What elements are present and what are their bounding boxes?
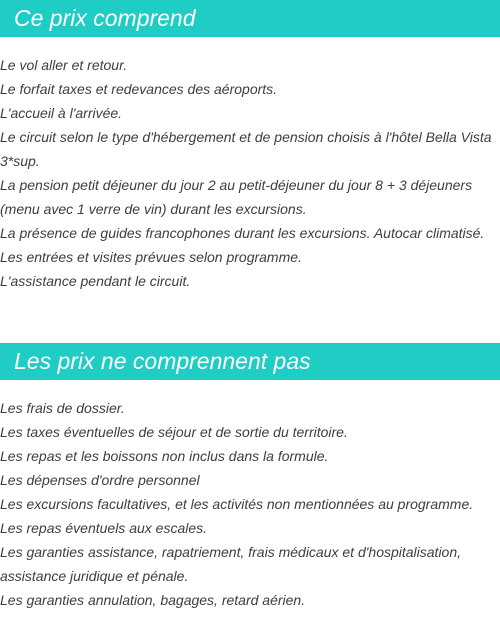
- list-item: Les entrées et visites prévues selon programme.: [0, 249, 302, 265]
- list-item: L'accueil à l'arrivée.: [0, 105, 123, 121]
- list-item: Le forfait taxes et redevances des aéroports.: [0, 81, 278, 97]
- list-item: Les taxes éventuelles de séjour et de sortie du territoire.: [0, 424, 348, 440]
- list-item: Le vol aller et retour.: [0, 57, 128, 73]
- list-item: Les repas et les boissons non inclus dans la formule.: [0, 448, 329, 464]
- list-item: Les garanties assistance, rapatriement, frais médicaux et d'hospitalisation, assistance juridique et pénale.: [0, 544, 462, 584]
- list-item: Le circuit selon le type d'hébergement et de pension choisis à l'hôtel Bella Vista 3*sup.: [0, 129, 492, 169]
- excludes-section-title: Les prix ne comprennent pas: [0, 343, 500, 380]
- list-item: Les frais de dossier.: [0, 400, 125, 416]
- list-item: Les excursions facultatives, et les activités non mentionnées au programme.: [0, 496, 474, 512]
- list-item: Les repas éventuels aux escales.: [0, 520, 208, 536]
- list-item: La présence de guides francophones durant les excursions. Autocar climatisé.: [0, 225, 485, 241]
- list-item: Les dépenses d'ordre personnel: [0, 472, 200, 488]
- excludes-list: [0, 396, 500, 612]
- includes-section-title: Ce prix comprend: [0, 0, 500, 37]
- list-item: Les garanties annulation, bagages, retard aérien.: [0, 592, 306, 608]
- list-item: La pension petit déjeuner du jour 2 au petit-déjeuner du jour 8 + 3 déjeuners (menu avec 1 verre de vin) durant les excursions.: [0, 177, 473, 217]
- list-item: L'assistance pendant le circuit.: [0, 273, 191, 289]
- includes-list: [0, 53, 500, 293]
